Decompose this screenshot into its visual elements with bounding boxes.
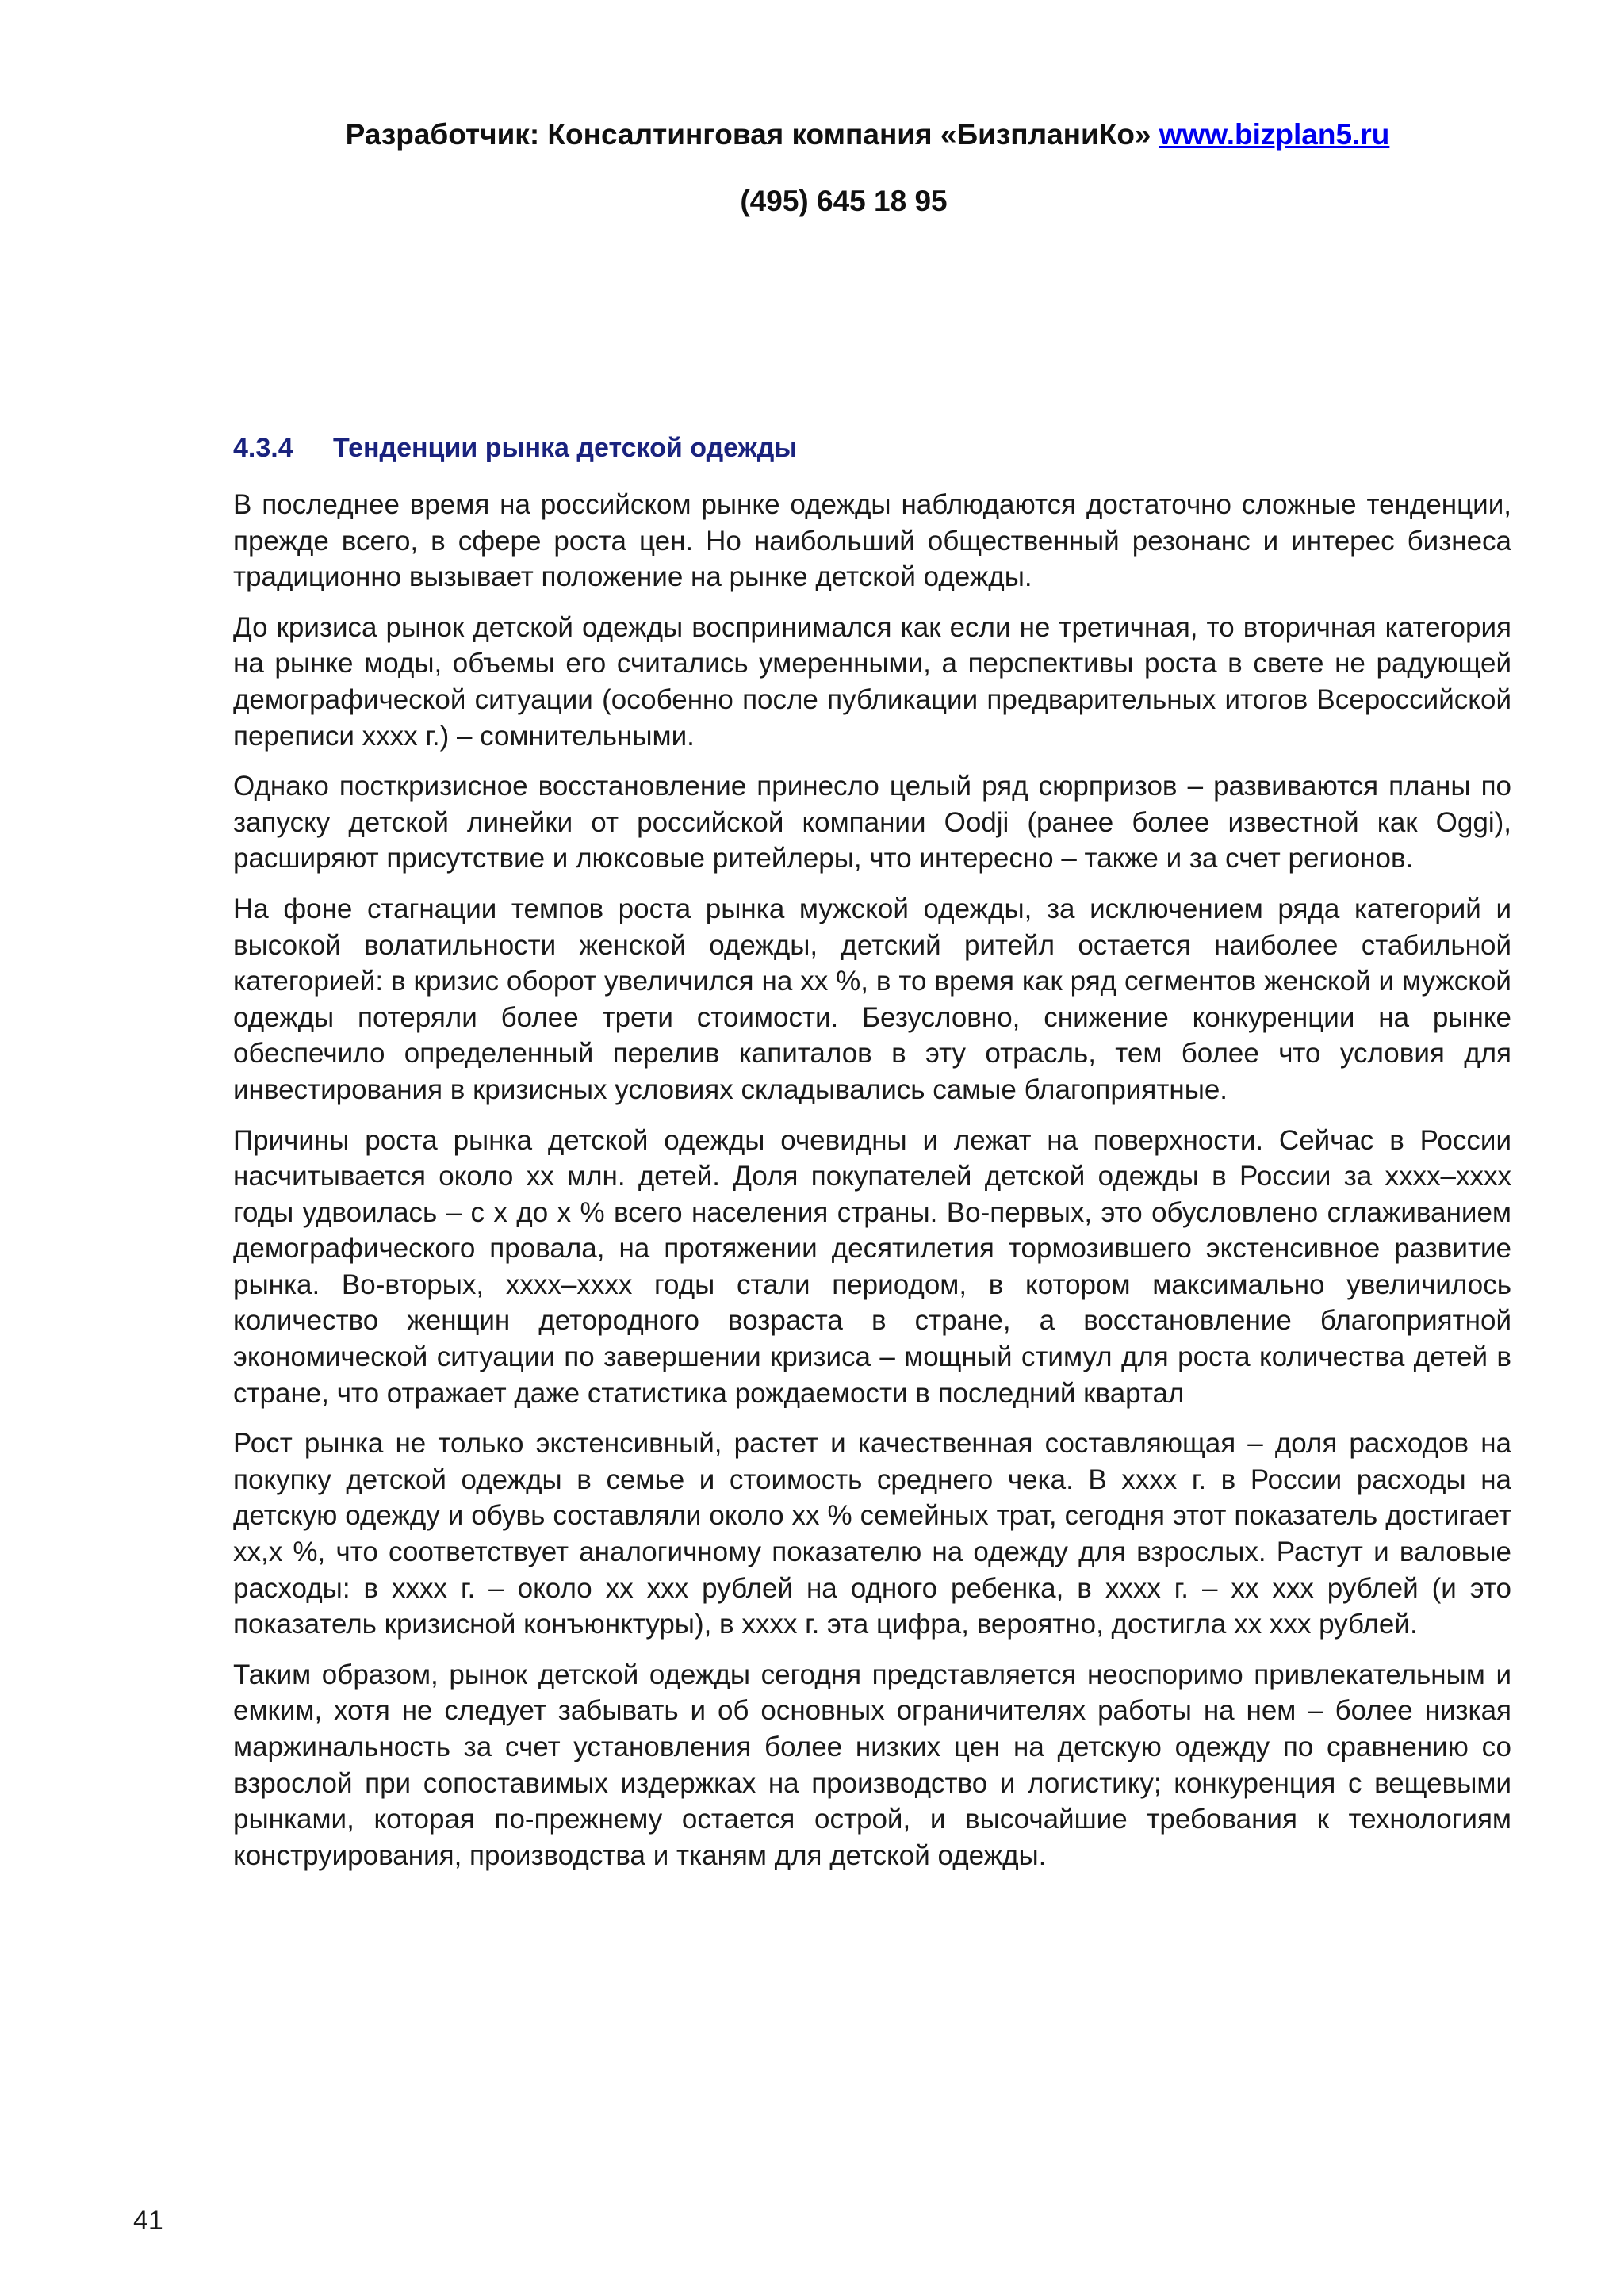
section-title: Тенденции рынка детской одежды	[333, 433, 798, 463]
section-heading	[233, 430, 1511, 466]
header-developer-line	[0, 101, 1624, 168]
paragraph-3: Однако посткризисное восстановление принесло целый ряд сюрпризов – развиваются планы по запуску детской линейки от российской компании Oodji (ранее более известной как Oggi), расширяют присутствие и люксовые ритейлеры, что интересно – также и за счет регионов.	[233, 771, 1511, 874]
page-header	[0, 101, 1624, 235]
header-phone: (495) 645 18 95	[740, 185, 948, 217]
paragraph-7: Таким образом, рынок детской одежды сегодня представляется неоспоримо привлекательным и емким, хотя не следует забывать и об основных ограничителях работы на нем – более низкая маржинальность за счет установления более низких цен на детскую одежду по сравнению со взрослой при сопоставимых издержках на производство и логистику; конкуренция с вещевыми рынками, которая по-прежнему остается острой, и высочайшие требования к технологиям конструирования, производства и тканям для детской одежды.	[233, 1659, 1511, 1871]
section-number: 4.3.4	[233, 433, 293, 463]
website-link[interactable]: www.bizplan5.ru	[1159, 118, 1390, 151]
page-number: 41	[133, 2206, 163, 2236]
paragraph-6: Рост рынка не только экстенсивный, растет и качественная составляющая – доля расходов на покупку детской одежды в семье и стоимость среднего чека. В хххх г. в России расходы на детскую одежду и обувь составляли около хх % семейных трат, сегодня этот показатель достигает хх,х %, что соответствует аналогичному показателю на одежду для взрослых. Растут и валовые расходы: в хххх г. – около хх ххх рублей на одного ребенка, в хххх г. – хх ххх рублей (и это показатель кризисной конъюнктуры), в хххх г. эта цифра, вероятно, достигла хх ххх рублей.	[233, 1428, 1511, 1640]
paragraph-1: В последнее время на российском рынке одежды наблюдаются достаточно сложные тенденции, прежде всего, в сфере роста цен. Но наибольший общественный резонанс и интерес бизнеса традиционно вызывает положение на рынке детской одежды.	[233, 489, 1511, 593]
paragraph-5: Причины роста рынка детской одежды очевидны и лежат на поверхности. Сейчас в России насчитывается около хх млн. детей. Доля покупателей детской одежды в России за хххх–хххх годы удвоилась – с х до х % всего населения страны. Во-первых, это обусловлено сглаживанием демографического провала, на протяжении десятилетия тормозившего экстенсивное развитие рынка. Во-вторых, хххх–хххх годы стали периодом, в котором максимально увеличилось количество женщин детородного возраста в стране, а восстановление благоприятной экономической ситуации по завершении кризиса – мощный стимул для роста количества детей в стране, что отражает даже статистика рождаемости в последний квартал	[233, 1124, 1511, 1409]
header-developer-text: Разработчик: Консалтинговая компания «БизпланиКо»	[345, 118, 1151, 151]
main-content	[233, 430, 1511, 1888]
paragraph-2: До кризиса рынок детской одежды воспринимался как если не третичная, то вторичная категория на рынке моды, объемы его считались умеренными, а перспективы роста в свете не радующей демографической ситуации (особенно после публикации предварительных итогов Всероссийской переписи хххх г.) – сомнительными.	[233, 611, 1511, 752]
paragraph-4: На фоне стагнации темпов роста рынка мужской одежды, за исключением ряда категорий и высокой волатильности женской одежды, детский ритейл остается наиболее стабильной категорией: в кризис оборот увеличился на хх %, в то время как ряд сегментов женской и мужской одежды потеряли более трети стоимости. Безусловно, снижение конкуренции на рынке обеспечило определенный перелив капиталов в эту отрасль, тем более что условия для инвестирования в кризисных условиях складывались самые благоприятные.	[233, 893, 1511, 1105]
